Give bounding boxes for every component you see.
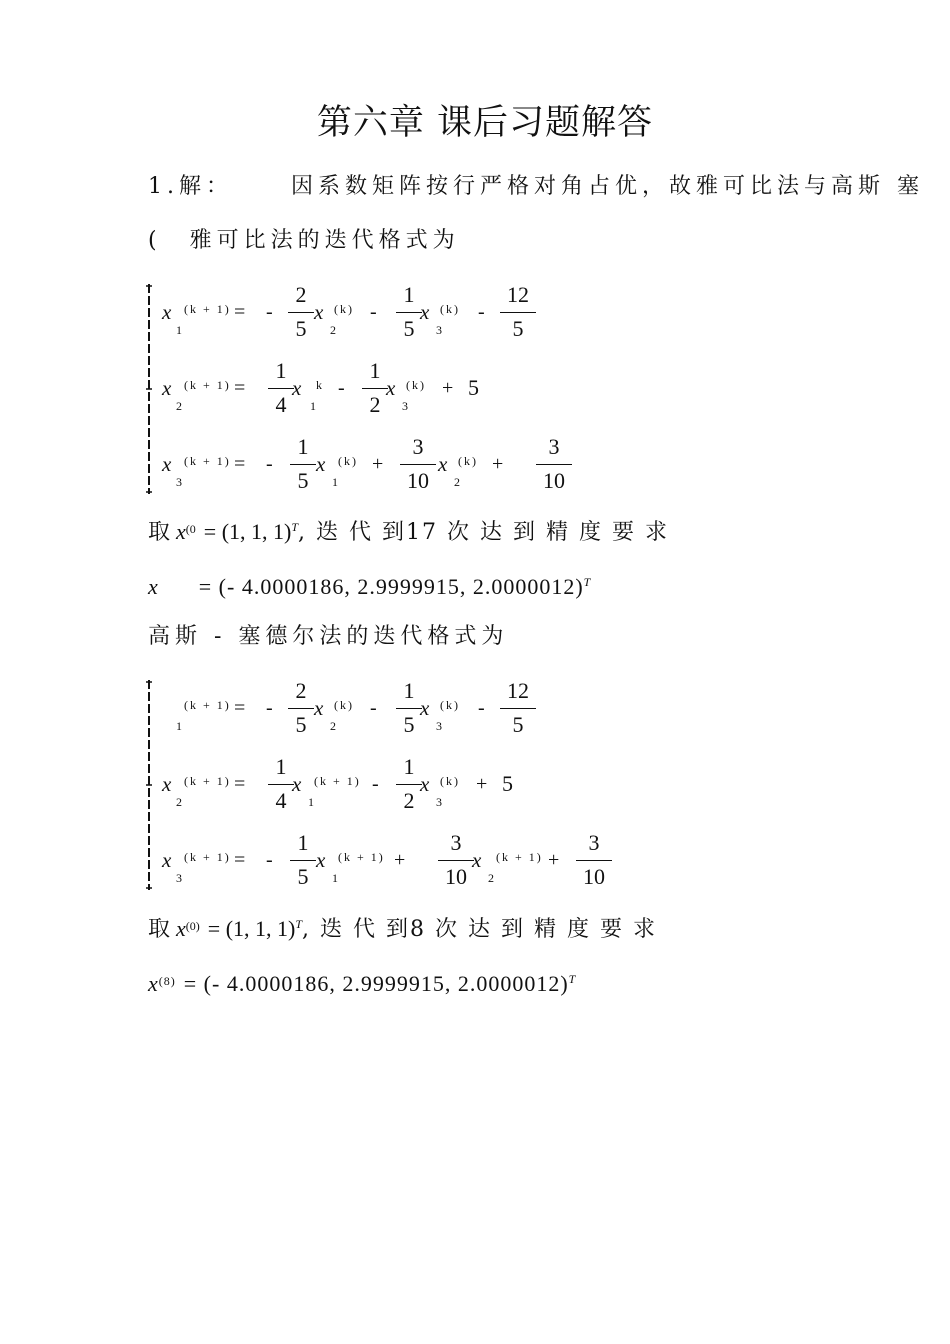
superscript: (k) xyxy=(440,302,460,316)
equals-sign: = xyxy=(234,697,246,719)
equals-sign: = xyxy=(234,849,246,871)
minus-sign: - xyxy=(372,773,379,795)
subscript: 2 xyxy=(330,719,336,733)
superscript: (k) xyxy=(458,454,478,468)
plus-sign: + xyxy=(394,849,406,871)
subscript: 3 xyxy=(176,475,182,489)
var-x: x xyxy=(314,696,324,720)
superscript: (k) xyxy=(406,378,426,392)
gauss-seidel-system: (k + 1) 1 = - 2 5 x (k) 2 - 1 5 x (k) 3 - 12 5 x (k + 1) 2 = 1 4 x (k + 1) 1 - 1 2 x (k) 3 + 5 x (k + 1) 3 = - 1 5 x (k + 1) 1 + 3 10 x (k + 1) 2 + 3 10 xyxy=(146,678,606,892)
paren-mark: ( xyxy=(148,228,162,253)
gs-initial-condition xyxy=(148,912,657,943)
minus-sign: - xyxy=(266,697,273,719)
equals-sign: = xyxy=(234,301,246,323)
var-x: x xyxy=(438,452,448,476)
var-x: x xyxy=(176,519,186,544)
superscript: (0 xyxy=(185,522,196,536)
equals-sign: = xyxy=(234,773,246,795)
plus-sign: + xyxy=(492,453,504,475)
subscript: 1 xyxy=(176,323,182,337)
var-x: x xyxy=(420,772,430,796)
superscript: (k) xyxy=(338,454,358,468)
var-x: x xyxy=(472,848,482,872)
left-brace-icon xyxy=(146,282,152,496)
superscript: (k + 1) xyxy=(184,454,231,468)
iteration-text: , 迭 代 到8 次 达 到 精 度 要 求 xyxy=(302,917,657,942)
subscript: 3 xyxy=(436,795,442,809)
var-x: x xyxy=(420,696,430,720)
initial-vector: = (1, 1, 1) xyxy=(203,519,292,544)
gauss-seidel-heading: 高斯 - 塞德尔法的迭代格式为 xyxy=(148,624,509,649)
subscript: 3 xyxy=(436,323,442,337)
minus-sign: - xyxy=(338,377,345,399)
var-x: x xyxy=(148,971,159,996)
gs-result xyxy=(148,971,576,997)
var-x: x xyxy=(292,376,302,400)
subscript: 2 xyxy=(454,475,460,489)
jacobi-system: x (k + 1) 1 = - 2 5 x (k) 2 - 1 5 x (k) 3 - 12 5 x (k + 1) 2 = 1 4 x k 1 - 1 2 x (k) 3 + 5 x (k + 1) 3 = - 1 5 x (k) 1 + 3 10 x (k) 2 + 3 10 xyxy=(146,282,576,496)
subscript: 2 xyxy=(488,871,494,885)
subscript: 3 xyxy=(176,871,182,885)
transpose-mark: T xyxy=(295,917,303,931)
var-x: x xyxy=(316,848,326,872)
superscript: (k) xyxy=(440,698,460,712)
intro-text: 因系数矩阵按行严格对角占优，故雅可比法与高斯 塞 xyxy=(291,174,924,199)
superscript: (k + 1) xyxy=(184,378,231,392)
take-label: 取 xyxy=(148,520,171,545)
equals-sign: = xyxy=(234,377,246,399)
subscript: 1 xyxy=(332,475,338,489)
page-title: 第六章 课后习题解答 xyxy=(316,103,654,143)
minus-sign: - xyxy=(266,849,273,871)
minus-sign: - xyxy=(478,301,485,323)
jacobi-initial-condition xyxy=(148,515,669,546)
minus-sign: - xyxy=(370,301,377,323)
var-x: x xyxy=(162,848,172,872)
subscript: 2 xyxy=(176,795,182,809)
superscript: (k + 1) xyxy=(338,850,385,864)
subscript: 2 xyxy=(176,399,182,413)
take-label: 取 xyxy=(148,917,171,942)
minus-sign: - xyxy=(266,453,273,475)
subscript: 3 xyxy=(436,719,442,733)
var-x: x xyxy=(292,772,302,796)
var-x: x xyxy=(314,300,324,324)
superscript: (k) xyxy=(334,698,354,712)
transpose-mark: T xyxy=(291,520,299,534)
plus-sign: + xyxy=(548,849,560,871)
superscript: (k) xyxy=(334,302,354,316)
plus-sign: + xyxy=(476,773,488,795)
var-x: x xyxy=(162,376,172,400)
minus-sign: - xyxy=(370,697,377,719)
solution-intro xyxy=(148,176,924,198)
transpose-mark: T xyxy=(583,575,592,589)
solution-vector: = (- 4.0000186, 2.9999915, 2.0000012) xyxy=(198,574,584,599)
minus-sign: - xyxy=(266,301,273,323)
superscript: (0) xyxy=(185,919,200,933)
var-x: x xyxy=(176,916,186,941)
superscript: (k + 1) xyxy=(184,774,231,788)
jacobi-heading-text: 雅可比法的迭代格式为 xyxy=(189,228,460,253)
jacobi-result xyxy=(148,574,591,600)
left-brace-icon xyxy=(146,678,152,892)
jacobi-heading xyxy=(148,230,460,252)
var-x: x xyxy=(162,452,172,476)
var-x: x xyxy=(148,574,159,599)
subscript: 2 xyxy=(330,323,336,337)
solution-label: 1.解： xyxy=(148,174,233,199)
subscript: 1 xyxy=(176,719,182,733)
superscript: (k + 1) xyxy=(314,774,361,788)
plus-sign: + xyxy=(442,377,454,399)
subscript: 1 xyxy=(308,795,314,809)
subscript: 1 xyxy=(332,871,338,885)
superscript: (k + 1) xyxy=(184,698,231,712)
var-x: x xyxy=(162,300,172,324)
subscript: 1 xyxy=(310,399,316,413)
superscript: (k + 1) xyxy=(184,302,231,316)
superscript: (k + 1) xyxy=(496,850,543,864)
superscript: (k) xyxy=(440,774,460,788)
var-x: x xyxy=(420,300,430,324)
plus-sign: + xyxy=(372,453,384,475)
equals-sign: = xyxy=(234,453,246,475)
iteration-text: , 迭 代 到17 次 达 到 精 度 要 求 xyxy=(298,520,669,545)
constant: 5 xyxy=(502,771,513,796)
transpose-mark: T xyxy=(568,972,577,986)
var-x: x xyxy=(386,376,396,400)
superscript: (8) xyxy=(158,974,176,988)
var-x: x xyxy=(162,772,172,796)
initial-vector: = (1, 1, 1) xyxy=(207,916,296,941)
solution-vector: = (- 4.0000186, 2.9999915, 2.0000012) xyxy=(183,971,569,996)
superscript: (k + 1) xyxy=(184,850,231,864)
var-x: x xyxy=(316,452,326,476)
minus-sign: - xyxy=(478,697,485,719)
constant: 5 xyxy=(468,375,479,400)
superscript: k xyxy=(316,378,324,392)
subscript: 3 xyxy=(402,399,408,413)
